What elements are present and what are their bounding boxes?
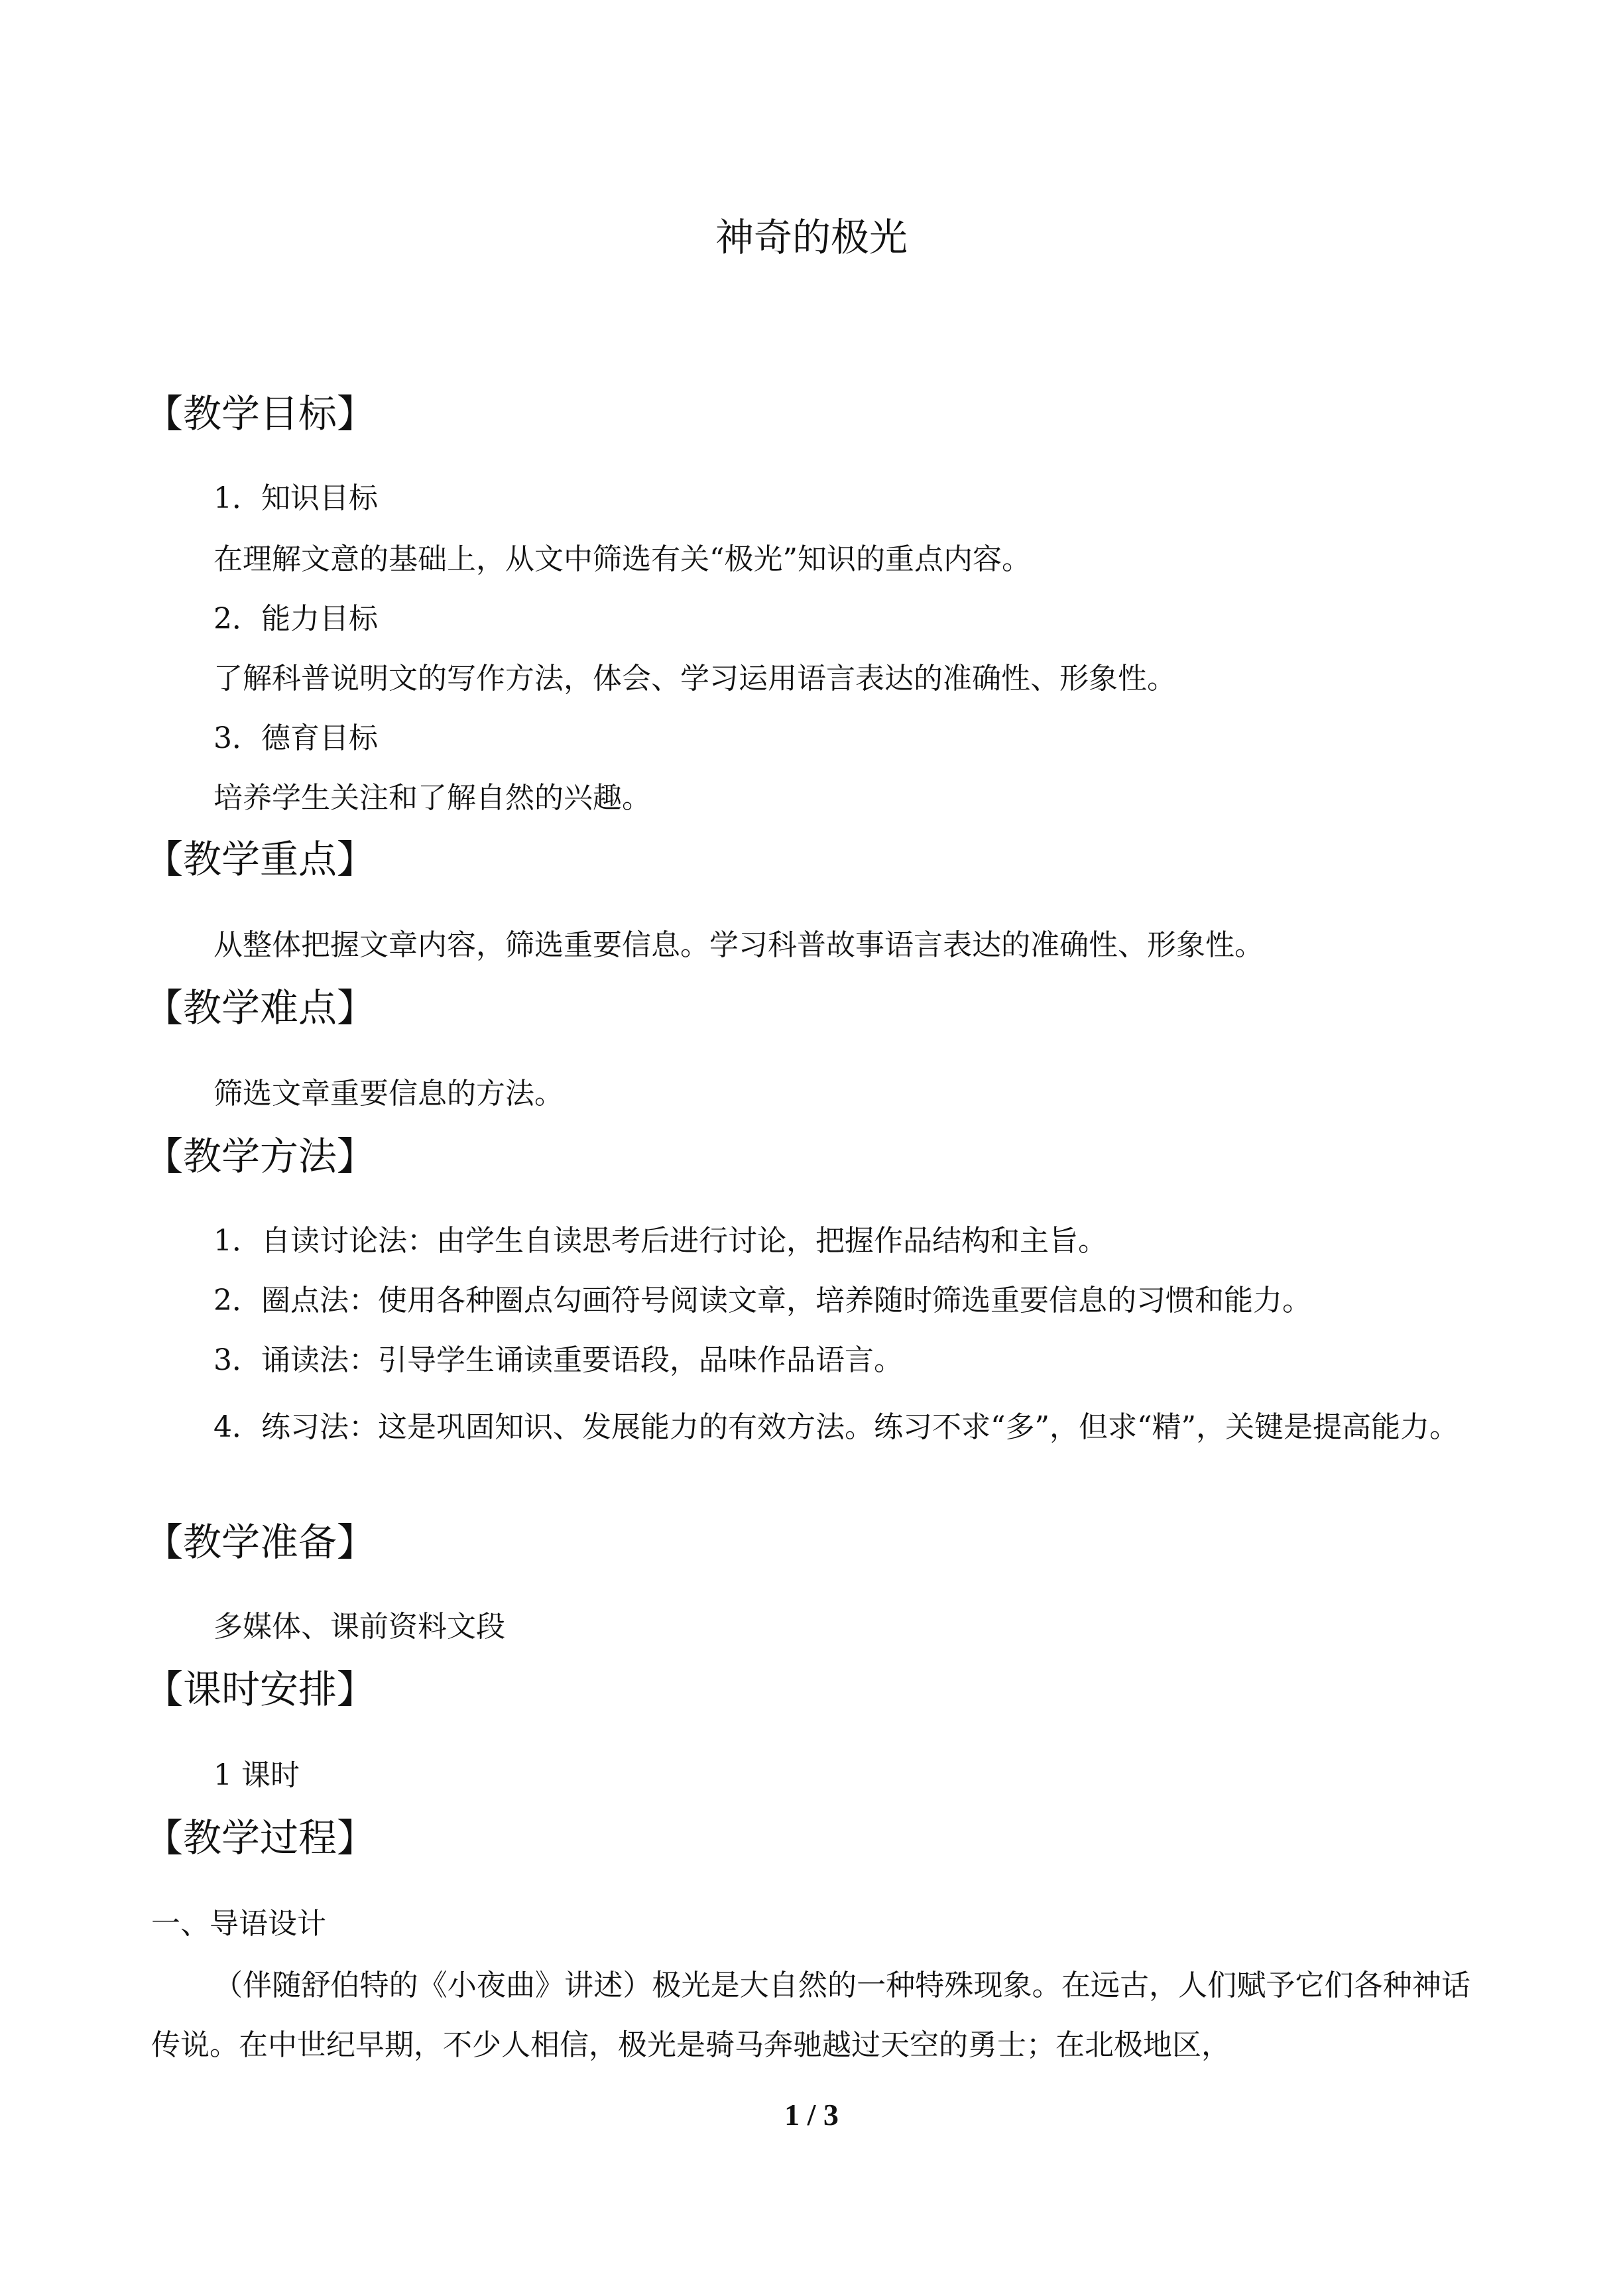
heading-process: 【教学过程】 [145,1815,376,1860]
heading-preparation: 【教学准备】 [145,1520,376,1565]
heading-methods: 【教学方法】 [145,1134,376,1179]
heading-key-points: 【教学重点】 [145,837,376,882]
heading-difficulties: 【教学难点】 [145,985,376,1030]
goal-knowledge-label: 1．知识目标 [213,481,378,515]
process-step-1-label: 一、导语设计 [151,1907,326,1941]
heading-teaching-goals: 【教学目标】 [145,391,376,436]
goal-moral-label: 3．德育目标 [213,721,378,755]
page-number: 1 / 3 [784,2098,839,2132]
heading-schedule: 【课时安排】 [145,1667,376,1712]
schedule-text: 1 课时 [213,1758,300,1792]
method-item-4: 4．练习法：这是巩固知识、发展能力的有效方法。练习不求“多”，但求“精”，关键是提高能力。 [213,1410,1459,1444]
goal-knowledge-text: 在理解文意的基础上，从文中筛选有关“极光”知识的重点内容。 [213,542,1031,576]
goal-ability-text: 了解科普说明文的写作方法，体会、学习运用语言表达的准确性、形象性。 [213,662,1176,695]
difficulties-text: 筛选文章重要信息的方法。 [213,1077,564,1111]
method-item-3: 3．诵读法：引导学生诵读重要语段，品味作品语言。 [213,1343,903,1377]
goal-moral-text: 培养学生关注和了解自然的兴趣。 [213,781,651,815]
preparation-text: 多媒体、课前资料文段 [213,1610,505,1644]
process-step-1-text: （伴随舒伯特的《小夜曲》讲述）极光是大自然的一种特殊现象。在远古，人们赋予它们各种神话传说。在中世纪早期，不少人相信，极光是骑马奔驰越过天空的勇士；在北极地区， [151,1968,1471,2062]
key-points-text: 从整体把握文章内容，筛选重要信息。学习科普故事语言表达的准确性、形象性。 [213,928,1264,962]
goal-ability-label: 2．能力目标 [213,602,378,636]
document-title: 神奇的极光 [715,215,908,260]
method-item-2: 2．圈点法：使用各种圈点勾画符号阅读文章，培养随时筛选重要信息的习惯和能力。 [213,1284,1311,1317]
method-item-1: 1．自读讨论法：由学生自读思考后进行讨论，把握作品结构和主旨。 [213,1224,1107,1258]
